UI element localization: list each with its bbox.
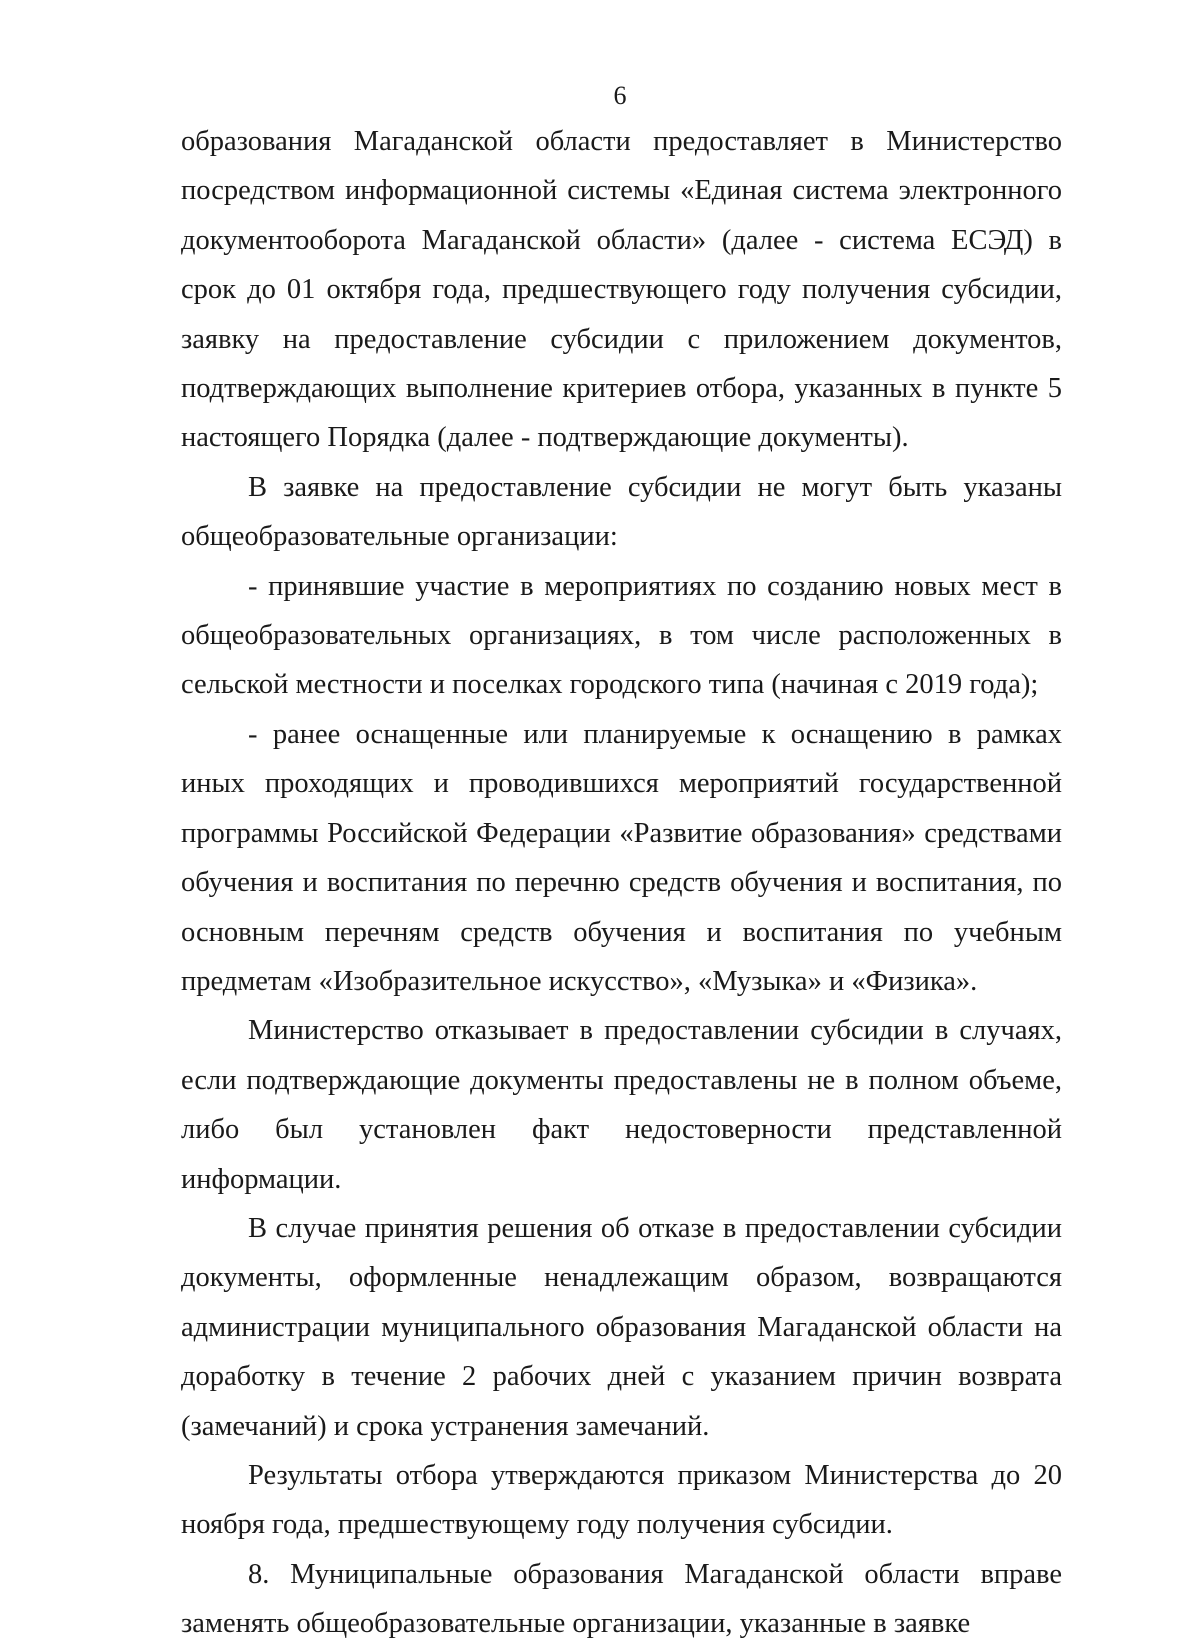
paragraph-excluded-organizations: В заявке на предоставление субсидии не могут быть указаны общеобразовательные организации:: [181, 471, 1062, 553]
paragraph-clause-8: 8. Муниципальные образования Магаданской области вправе заменять общеобразовательные организации, указанные в заявке: [181, 1558, 1062, 1640]
paragraph-refusal-grounds: Министерство отказывает в предоставлении субсидии в случаях, если подтверждающие документы предоставлены не в полном объеме, либо был установлен факт недостоверности представленной информации.: [181, 1015, 1062, 1195]
paragraph-application-submission: образования Магаданской области предоставляет в Министерство посредством информационной системы «Единая система электронного документооборота Магаданской области» (далее - система ЕСЭД) в срок до 01 октября года, предшествующего году получения субсидии, заявку на предоставление субсидии с приложением документов, подтверждающих выполнение критериев отбора, указанных в пункте 5 настоящего Порядка (далее - подтверждающие документы).: [181, 126, 1062, 454]
document-body: [181, 117, 1062, 1649]
paragraph-selection-results: Результаты отбора утверждаются приказом Министерства до 20 ноября года, предшествующему году получения субсидии.: [181, 1459, 1062, 1541]
paragraph-document-return: В случае принятия решения об отказе в предоставлении субсидии документы, оформленные ненадлежащим образом, возвращаются администрации муниципального образования Магаданской области на доработку в течение 2 рабочих дней с указанием причин возврата (замечаний) и срока устранения замечаний.: [181, 1212, 1062, 1442]
list-item-previously-equipped: - ранее оснащенные или планируемые к оснащению в рамках иных проходящих и проводившихся мероприятий государственной программы Российской Федерации «Развитие образования» средствами обучения и воспитания по перечню средств обучения и воспитания, по основным перечням средств обучения и воспитания по учебным предметам «Изобразительное искусство», «Музыка» и «Физика».: [181, 718, 1062, 997]
page-number: 6: [613, 81, 627, 110]
list-item-new-places: - принявшие участие в мероприятиях по созданию новых мест в общеобразовательных организациях, в том числе расположенных в сельской местности и поселках городского типа (начиная с 2019 года);: [181, 570, 1062, 701]
